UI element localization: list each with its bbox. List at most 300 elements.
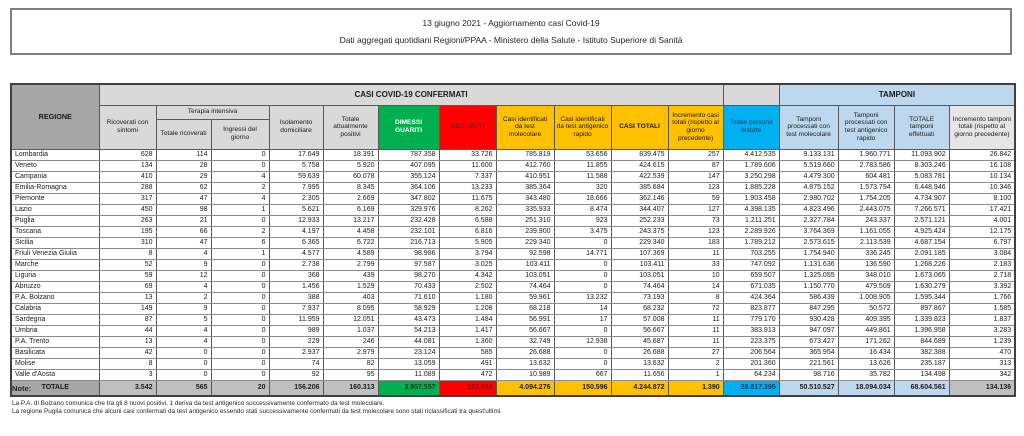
value-cell: 27: [668, 347, 723, 358]
value-cell: 847.295: [779, 303, 838, 314]
value-cell: 2: [211, 226, 269, 237]
value-cell: 4.577: [269, 248, 323, 259]
table-row: [11, 237, 1015, 248]
table-row: [11, 303, 1015, 314]
value-cell: 2: [668, 358, 723, 369]
value-cell: 6.797: [949, 237, 1015, 248]
value-cell: 342: [949, 369, 1015, 380]
value-cell: 66: [156, 226, 211, 237]
value-cell: 183: [668, 237, 723, 248]
value-cell: 98.716: [779, 369, 838, 380]
value-cell: 10.134: [949, 171, 1015, 182]
value-cell: 6.448.946: [894, 182, 949, 193]
region-name-cell: Umbria: [11, 325, 99, 336]
column-header-positivi: Totale attualmente positivi: [323, 105, 378, 149]
totale-value-cell: 134.136: [949, 380, 1015, 396]
value-cell: 64.234: [723, 369, 779, 380]
value-cell: 59: [99, 270, 156, 281]
value-cell: 410.951: [496, 171, 554, 182]
value-cell: 11.656: [611, 369, 668, 380]
table-row: [11, 149, 1015, 160]
value-cell: 5.083.781: [894, 171, 949, 182]
value-cell: 4.342: [439, 270, 496, 281]
value-cell: 1.131.636: [779, 259, 838, 270]
value-cell: 310: [99, 237, 156, 248]
value-cell: 1.456: [269, 281, 323, 292]
value-cell: 1.239: [949, 336, 1015, 347]
value-cell: 409.395: [838, 314, 894, 325]
value-cell: 2.091.185: [894, 248, 949, 259]
table-row: [11, 182, 1015, 193]
value-cell: 7.995: [269, 182, 323, 193]
table-row: [11, 281, 1015, 292]
table-row: [11, 336, 1015, 347]
value-cell: 4.398.135: [723, 204, 779, 215]
value-cell: 4.687.154: [894, 237, 949, 248]
note-line: La P.A. di Bolzano comunica che tra gli 8 nuovi positivi, 1 deriva da test antigenico successivamente confermato da test molecolare.: [12, 400, 385, 407]
value-cell: 50.572: [838, 303, 894, 314]
value-cell: 3.084: [949, 248, 1015, 259]
value-cell: 0: [211, 215, 269, 226]
value-cell: 0: [156, 369, 211, 380]
value-cell: 87: [99, 314, 156, 325]
value-cell: 8.345: [323, 182, 378, 193]
value-cell: 344.407: [611, 204, 668, 215]
value-cell: 59.639: [269, 171, 323, 182]
value-cell: 1: [211, 204, 269, 215]
value-cell: 59: [668, 193, 723, 204]
value-cell: 47: [156, 237, 211, 248]
value-cell: 8.474: [554, 204, 611, 215]
table-row: [11, 215, 1015, 226]
value-cell: 54.213: [378, 325, 439, 336]
value-cell: 18.391: [323, 149, 378, 160]
value-cell: 403: [323, 292, 378, 303]
column-header-regione: REGIONE: [11, 84, 99, 149]
value-cell: 73.193: [611, 292, 668, 303]
value-cell: 10: [668, 270, 723, 281]
value-cell: 243.375: [611, 226, 668, 237]
value-cell: 747.092: [723, 259, 779, 270]
value-cell: 0: [211, 160, 269, 171]
value-cell: 4.479.300: [779, 171, 838, 182]
value-cell: 134: [99, 160, 156, 171]
value-cell: 0: [554, 347, 611, 358]
value-cell: 0: [554, 259, 611, 270]
value-cell: 4.197: [269, 226, 323, 237]
value-cell: 0: [211, 292, 269, 303]
value-cell: 17.421: [949, 204, 1015, 215]
value-cell: 320: [554, 182, 611, 193]
value-cell: 87: [668, 160, 723, 171]
value-cell: 7.937: [269, 303, 323, 314]
value-cell: 1.573.794: [838, 182, 894, 193]
value-cell: 103.051: [496, 270, 554, 281]
totale-value-cell: 18.094.034: [838, 380, 894, 396]
value-cell: 26.842: [949, 149, 1015, 160]
value-cell: 317: [99, 193, 156, 204]
region-name-cell: Molise: [11, 358, 99, 369]
value-cell: 9.133.131: [779, 149, 838, 160]
value-cell: 123: [668, 226, 723, 237]
value-cell: 127: [668, 204, 723, 215]
value-cell: 239.900: [496, 226, 554, 237]
region-name-cell: Campania: [11, 171, 99, 182]
value-cell: 235.187: [894, 358, 949, 369]
value-cell: 1.037: [323, 325, 378, 336]
value-cell: 362.146: [611, 193, 668, 204]
value-cell: 13.626: [838, 358, 894, 369]
totale-value-cell: 160.313: [323, 380, 378, 396]
region-name-cell: Sardegna: [11, 314, 99, 325]
value-cell: 12.933: [269, 215, 323, 226]
value-cell: 6.588: [439, 215, 496, 226]
region-name-cell: Sicilia: [11, 237, 99, 248]
value-cell: 2.718: [949, 270, 1015, 281]
value-cell: 45.687: [611, 336, 668, 347]
value-cell: 450: [99, 204, 156, 215]
value-cell: 586.439: [779, 292, 838, 303]
totale-value-cell: 3.542: [99, 380, 156, 396]
value-cell: 2.289.926: [723, 226, 779, 237]
region-name-cell: Valle d'Aosta: [11, 369, 99, 380]
value-cell: 3.025: [439, 259, 496, 270]
value-cell: 11.675: [439, 193, 496, 204]
value-cell: 16.108: [949, 160, 1015, 171]
value-cell: 251.310: [496, 215, 554, 226]
column-header-incremento-tamponi: Incremento tamponi totali (rispetto al giorno precedente): [949, 105, 1015, 149]
region-name-cell: Toscana: [11, 226, 99, 237]
value-cell: 9: [156, 259, 211, 270]
region-name-cell: Puglia: [11, 215, 99, 226]
value-cell: 4.734.907: [894, 193, 949, 204]
table-body: [11, 149, 1015, 396]
value-cell: 1.360: [439, 336, 496, 347]
value-cell: 0: [211, 369, 269, 380]
value-cell: 1.837: [949, 314, 1015, 325]
table-row: [11, 193, 1015, 204]
value-cell: 779.170: [723, 314, 779, 325]
value-cell: 947.097: [779, 325, 838, 336]
value-cell: 74.464: [611, 281, 668, 292]
value-cell: 6.169: [323, 204, 378, 215]
totale-value-cell: 1.390: [668, 380, 723, 396]
column-header-totale-ricoverati: Totale ricoverati: [156, 119, 211, 149]
value-cell: 60.078: [323, 171, 378, 182]
value-cell: 4: [156, 281, 211, 292]
value-cell: 16.434: [838, 347, 894, 358]
region-name-cell: Lazio: [11, 204, 99, 215]
value-cell: 195: [99, 226, 156, 237]
column-header-dimessi-guariti: DIMESSI GUARITI: [378, 105, 439, 149]
value-cell: 4: [156, 325, 211, 336]
value-cell: 7.266.571: [894, 204, 949, 215]
value-cell: 343.480: [496, 193, 554, 204]
value-cell: 8: [99, 358, 156, 369]
value-cell: 56.667: [611, 325, 668, 336]
value-cell: 82: [323, 358, 378, 369]
column-header-persone-testate: Totale persone testate: [723, 105, 779, 149]
value-cell: 53.656: [554, 149, 611, 160]
table-row: [11, 358, 1015, 369]
value-cell: 13.233: [439, 182, 496, 193]
value-cell: 1.754.205: [838, 193, 894, 204]
value-cell: 10.346: [949, 182, 1015, 193]
value-cell: 8.100: [949, 193, 1015, 204]
value-cell: 4.875.152: [779, 182, 838, 193]
bulletin-title: 13 giugno 2021 - Aggiornamento casi Covid-19: [422, 17, 600, 28]
value-cell: 439: [323, 270, 378, 281]
value-cell: 13.232: [554, 292, 611, 303]
value-cell: 1: [211, 248, 269, 259]
value-cell: 4.823.496: [779, 204, 838, 215]
value-cell: 1.529: [323, 281, 378, 292]
value-cell: 216.713: [378, 237, 439, 248]
value-cell: 288: [99, 182, 156, 193]
value-cell: 229.340: [496, 237, 554, 248]
value-cell: 0: [554, 270, 611, 281]
value-cell: 8.262: [439, 204, 496, 215]
value-cell: 149: [99, 303, 156, 314]
value-cell: 0: [554, 325, 611, 336]
value-cell: 1.789.606: [723, 160, 779, 171]
column-header-tamponi-totale: TOTALE tamponi effettuati: [894, 105, 949, 149]
value-cell: 424.615: [611, 160, 668, 171]
value-cell: 97.587: [378, 259, 439, 270]
value-cell: 17.649: [269, 149, 323, 160]
value-cell: 335.933: [496, 204, 554, 215]
value-cell: 422.539: [611, 171, 668, 182]
column-header-ricoverati: Ricoverati con sintomi: [99, 105, 156, 149]
totale-value-cell: 68.604.561: [894, 380, 949, 396]
value-cell: 14.771: [554, 248, 611, 259]
value-cell: 26.688: [496, 347, 554, 358]
value-cell: 412.760: [496, 160, 554, 171]
totale-value-cell: 150.596: [554, 380, 611, 396]
value-cell: 98: [156, 204, 211, 215]
value-cell: 1.268.226: [894, 259, 949, 270]
value-cell: 604.481: [838, 171, 894, 182]
value-cell: 107.369: [611, 248, 668, 259]
value-cell: 2.979: [323, 347, 378, 358]
value-cell: 930.428: [779, 314, 838, 325]
value-cell: 6: [211, 237, 269, 248]
region-name-cell: Piemonte: [11, 193, 99, 204]
value-cell: 897.867: [894, 303, 949, 314]
value-cell: 2.669: [323, 193, 378, 204]
value-cell: 98.270: [378, 270, 439, 281]
table-row: [11, 171, 1015, 182]
column-header-deceduti: DECEDUTI: [439, 105, 496, 149]
value-cell: 0: [211, 270, 269, 281]
value-cell: 0: [211, 314, 269, 325]
value-cell: 385.684: [611, 182, 668, 193]
value-cell: 1.766: [949, 292, 1015, 303]
value-cell: 232.101: [378, 226, 439, 237]
value-cell: 2.738: [269, 259, 323, 270]
value-cell: 839.475: [611, 149, 668, 160]
value-cell: 2: [156, 292, 211, 303]
value-cell: 12.051: [323, 314, 378, 325]
value-cell: 35.782: [838, 369, 894, 380]
table-row: [11, 347, 1015, 358]
value-cell: 0: [156, 347, 211, 358]
value-cell: 5: [156, 314, 211, 325]
region-name-cell: Calabria: [11, 303, 99, 314]
column-header-isolamento: Isolamento domiciliare: [269, 105, 323, 149]
value-cell: 1.789.212: [723, 237, 779, 248]
value-cell: 8.303.246: [894, 160, 949, 171]
value-cell: 73: [668, 215, 723, 226]
value-cell: 3.764.369: [779, 226, 838, 237]
value-cell: 136.590: [838, 259, 894, 270]
value-cell: 18.666: [554, 193, 611, 204]
value-cell: 12.175: [949, 226, 1015, 237]
value-cell: 2.305: [269, 193, 323, 204]
value-cell: 68.218: [496, 303, 554, 314]
region-name-cell: Marche: [11, 259, 99, 270]
value-cell: 57.008: [611, 314, 668, 325]
title-box: [10, 8, 1012, 55]
bulletin-subtitle: Dati aggregati quotidiani Regioni/PPAA - Ministero della Salute - Istituto Superiore di Sanità: [339, 35, 683, 46]
value-cell: 3.250.298: [723, 171, 779, 182]
value-cell: 628: [99, 149, 156, 160]
value-cell: 383.913: [723, 325, 779, 336]
value-cell: 114: [156, 149, 211, 160]
region-name-cell: Emilia-Romagna: [11, 182, 99, 193]
value-cell: 3.794: [439, 248, 496, 259]
value-cell: 667: [554, 369, 611, 380]
value-cell: 365.954: [779, 347, 838, 358]
value-cell: 0: [554, 358, 611, 369]
value-cell: 823.877: [723, 303, 779, 314]
value-cell: 9: [156, 303, 211, 314]
value-cell: 8: [668, 292, 723, 303]
value-cell: 1.754.940: [779, 248, 838, 259]
value-cell: 2.783.586: [838, 160, 894, 171]
column-group-terapia-intensiva: Terapia intensiva: [156, 105, 269, 119]
value-cell: 229.340: [611, 237, 668, 248]
value-cell: 134.498: [894, 369, 949, 380]
value-cell: 1.960.771: [838, 149, 894, 160]
value-cell: 4.001: [949, 215, 1015, 226]
value-cell: 58.929: [378, 303, 439, 314]
banner-casi-confermati: CASI COVID-19 CONFERMATI: [99, 84, 723, 105]
value-cell: 673.427: [779, 336, 838, 347]
column-header-casi-totali: CASI TOTALI: [611, 105, 668, 149]
value-cell: 2.502: [439, 281, 496, 292]
value-cell: 923: [554, 215, 611, 226]
table-row: [11, 270, 1015, 281]
value-cell: 11: [668, 336, 723, 347]
value-cell: 313: [949, 358, 1015, 369]
totale-value-cell: 127.002: [439, 380, 496, 396]
value-cell: 6.365: [269, 237, 323, 248]
table-row: [11, 369, 1015, 380]
value-cell: 3.283: [949, 325, 1015, 336]
value-cell: 4: [211, 193, 269, 204]
value-cell: 17: [554, 314, 611, 325]
totale-value-cell: 3.957.557: [378, 380, 439, 396]
value-cell: 13.059: [378, 358, 439, 369]
value-cell: 92: [269, 369, 323, 380]
value-cell: 1.585: [949, 303, 1015, 314]
totale-label-cell: TOTALE: [11, 380, 99, 396]
column-header-ingressi-giorno: Ingressi del giorno: [211, 119, 269, 149]
value-cell: 0: [156, 358, 211, 369]
value-cell: 2.327.784: [779, 215, 838, 226]
value-cell: 11.093.902: [894, 149, 949, 160]
value-cell: 13: [99, 336, 156, 347]
value-cell: 336.245: [838, 248, 894, 259]
totale-value-cell: 20: [211, 380, 269, 396]
value-cell: 243.337: [838, 215, 894, 226]
value-cell: 989: [269, 325, 323, 336]
value-cell: 21: [156, 215, 211, 226]
covid-table: [10, 83, 1016, 397]
value-cell: 246: [323, 336, 378, 347]
value-cell: 71.610: [378, 292, 439, 303]
totale-value-cell: 565: [156, 380, 211, 396]
region-name-cell: Lombardia: [11, 149, 99, 160]
value-cell: 147: [668, 171, 723, 182]
value-cell: 388: [269, 292, 323, 303]
value-cell: 2.571.121: [894, 215, 949, 226]
value-cell: 2.799: [323, 259, 378, 270]
table-row: [11, 314, 1015, 325]
value-cell: 72: [668, 303, 723, 314]
region-name-cell: Basilicata: [11, 347, 99, 358]
value-cell: 1.417: [439, 325, 496, 336]
value-cell: 4: [156, 248, 211, 259]
totale-value-cell: 4.244.872: [611, 380, 668, 396]
value-cell: 70.433: [378, 281, 439, 292]
value-cell: 4.589: [323, 248, 378, 259]
value-cell: 171.262: [838, 336, 894, 347]
value-cell: 2.980.702: [779, 193, 838, 204]
value-cell: 62: [156, 182, 211, 193]
value-cell: 1.484: [439, 314, 496, 325]
value-cell: 1: [668, 369, 723, 380]
value-cell: 348.010: [838, 270, 894, 281]
value-cell: 407.095: [378, 160, 439, 171]
value-cell: 23.124: [378, 347, 439, 358]
value-cell: 11.600: [439, 160, 496, 171]
region-name-cell: P.A. Bolzano: [11, 292, 99, 303]
value-cell: 479.509: [838, 281, 894, 292]
value-cell: 785.819: [496, 149, 554, 160]
value-cell: 410: [99, 171, 156, 182]
value-cell: 844.689: [894, 336, 949, 347]
value-cell: 13.217: [323, 215, 378, 226]
value-cell: 6.816: [439, 226, 496, 237]
value-cell: 223.375: [723, 336, 779, 347]
value-cell: 364.106: [378, 182, 439, 193]
table-row: [11, 248, 1015, 259]
value-cell: 14: [554, 303, 611, 314]
value-cell: 229: [269, 336, 323, 347]
value-cell: 95: [323, 369, 378, 380]
value-cell: 449.861: [838, 325, 894, 336]
value-cell: 263: [99, 215, 156, 226]
value-cell: 347.802: [378, 193, 439, 204]
column-header-casi-molecolare: Casi identificati da test molecolare: [496, 105, 554, 149]
totale-value-cell: 4.094.276: [496, 380, 554, 396]
table-row: [11, 160, 1015, 171]
value-cell: 68.232: [611, 303, 668, 314]
value-cell: 1.630.279: [894, 281, 949, 292]
value-cell: 472: [439, 369, 496, 380]
